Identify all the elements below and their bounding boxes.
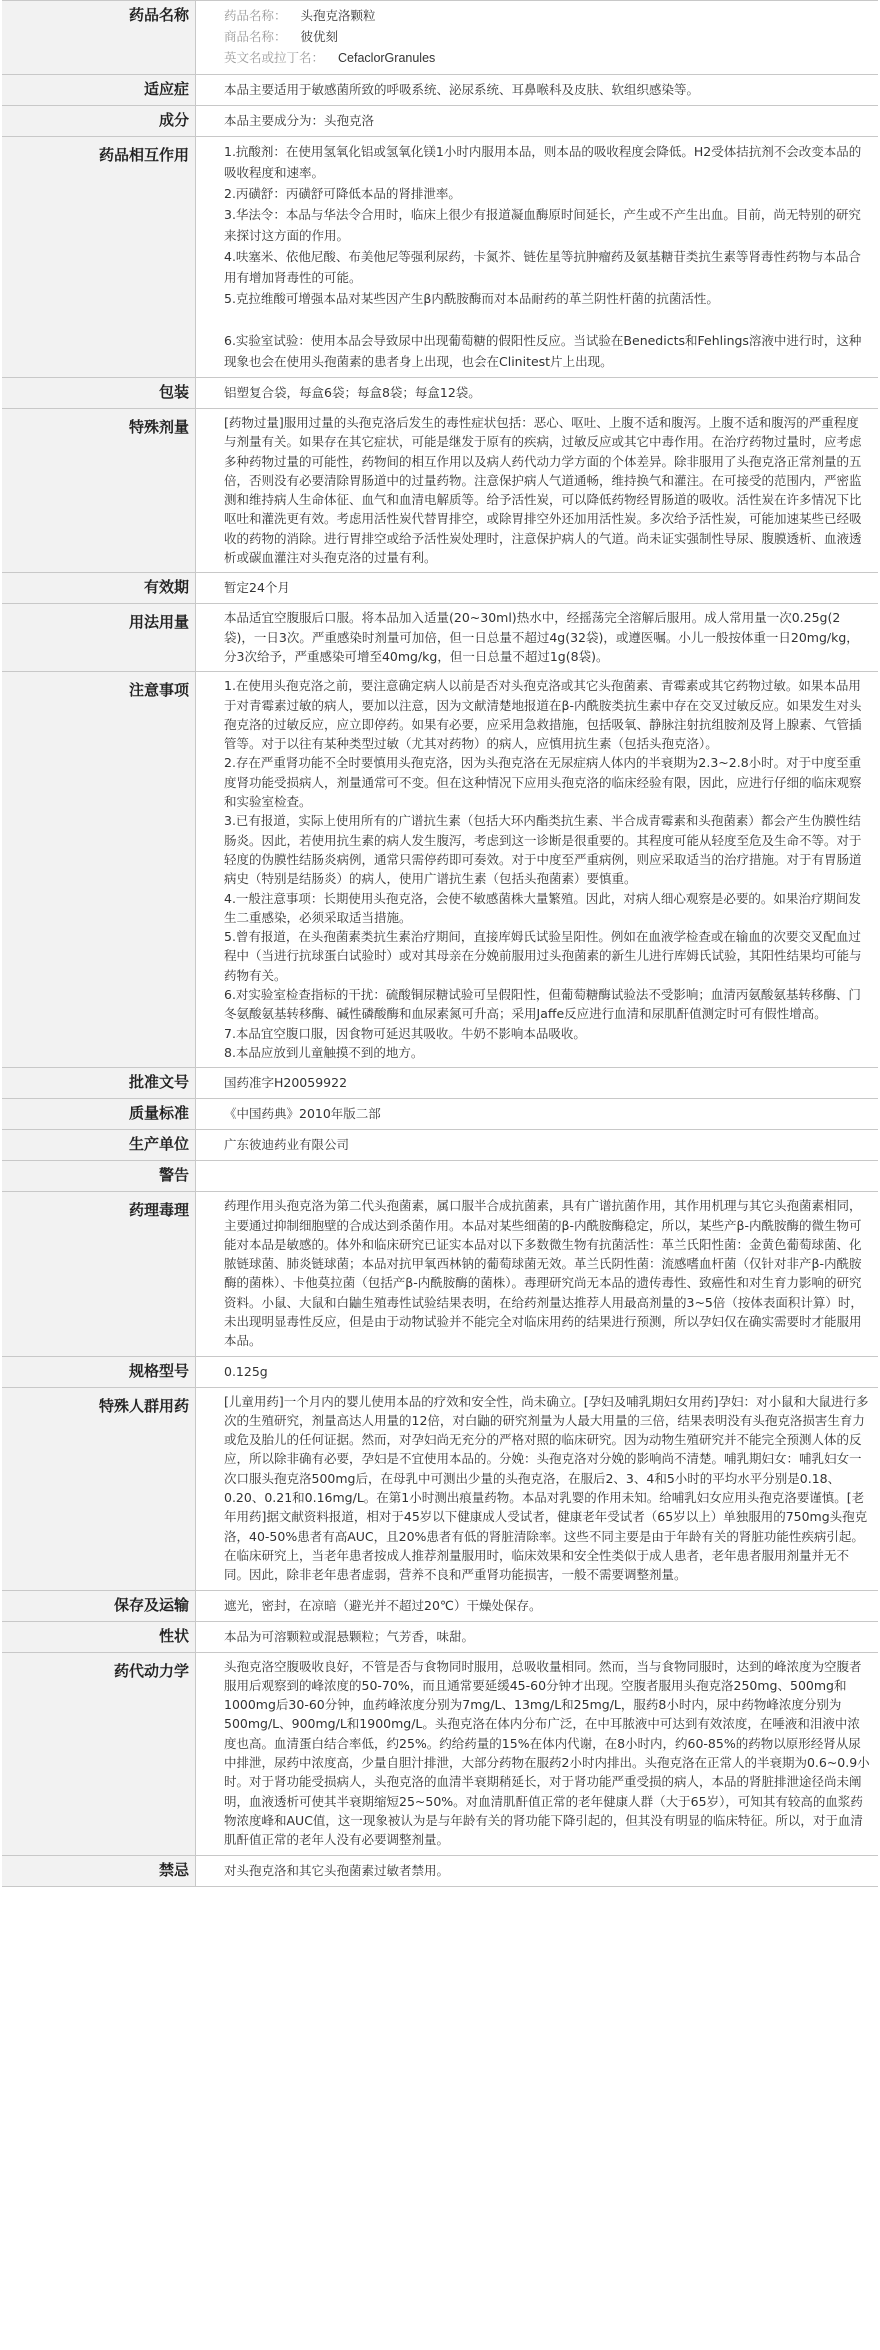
row-label: 禁忌 bbox=[2, 1856, 196, 1886]
english-name-label: 英文名或拉丁名： bbox=[224, 50, 325, 65]
row-warning bbox=[2, 1161, 878, 1192]
english-name-line bbox=[224, 47, 870, 69]
row-description bbox=[2, 1622, 878, 1653]
row-label: 用法用量 bbox=[2, 604, 196, 671]
row-pharmacology-toxicology bbox=[2, 1192, 878, 1356]
row-label: 保存及运输 bbox=[2, 1591, 196, 1621]
row-approval-number bbox=[2, 1068, 878, 1099]
row-quality-standard bbox=[2, 1099, 878, 1130]
row-drug-interactions bbox=[2, 137, 878, 378]
contraindications-text: 对头孢克洛和其它头孢菌素过敏者禁用。 bbox=[224, 1862, 450, 1878]
special-dosage-text: [药物过量]服用过量的头孢克洛后发生的毒性症状包括：恶心、呕吐、上腹不适和腹泻。上腹不适和腹泻的严重程度与剂量有关。如果存在其它症状，可能是继发于原有的疾病，过敏反应或其它中毒作用。在治疗药物过量时，应考虑多种药物过量的可能性，药物间的相互作用以及病人药代动力学方面的个体差异。除非服用了头孢克洛正常剂量的五倍，否则没有必要清除胃肠道中的过量药物。注意保护病人气道通畅，维持换气和灌注。在可接受的范围内，严密监测和维持病人生命体征、血气和血清电解质等。给予活性炭，可以降低药物经胃肠道的吸收。活性炭在许多情况下比呕吐和灌洗更有效。考虑用活性炭代替胃排空，或除胃排空外还加用活性炭。多次给予活性炭，可能加速某些已经吸收的药物的消除。进行胃排空或给予活性炭处理时，注意保护病人的气道。尚未证实强制性导尿、腹膜透析、血液透析或碳血灌注对头孢克洛的过量有利。 bbox=[224, 415, 862, 566]
row-label: 药品名称 bbox=[2, 1, 196, 74]
row-label: 有效期 bbox=[2, 573, 196, 603]
usage-dosage-text: 本品适宜空腹服后口服。将本品加入适量(20~30ml)热水中，经摇荡完全溶解后服用。成人常用量一次0.25g(2袋)，一日3次。严重感染时剂量可加倍，但一日总量不超过4g(32袋)，或遵医嘱。小儿一般按体重一日20mg/kg，分3次给予，严重感染可增至40mg/kg，但一日总量不超过1g(8袋)。 bbox=[224, 610, 859, 664]
row-label: 生产单位 bbox=[2, 1130, 196, 1160]
row-label: 性状 bbox=[2, 1622, 196, 1652]
drug-info-table bbox=[2, 0, 878, 1887]
row-manufacturer bbox=[2, 1130, 878, 1161]
pharmacokinetics-text: 头孢克洛空腹吸收良好，不管是否与食物同时服用，总吸收量相同。然而，当与食物同服时，达到的峰浓度为空腹者服用后观察到的峰浓度的50-70%，而且通常要延缓45-60分钟才出现。空腹者服用头孢克洛250mg、500mg和1000mg后30-60分钟，血药峰浓度分别为7mg/L、13mg/L和25mg/L，服药8小时内，尿中药物峰浓度分别为500mg/L、900mg/L和1900mg/L。头孢克洛在体内分布广泛，在中耳脓液中可达到有效浓度，在唾液和泪液中浓度也高。血清蛋白结合率低，约25%。约给药量的15%在体内代谢，在8小时内，约60-85%的药物以原形经肾从尿中排泄，尿药中浓度高，少量自胆汁排泄，大部分药物在服药2小时内排出。头孢克洛在正常人的半衰期为0.6~0.9小时。对于肾功能受损病人，头孢克洛的血清半衰期稍延长，对于肾功能严重受损的病人，本品的肾脏排泄途径尚未阐明，血液透析可使其半衰期缩短25~50%。对血清肌酐值正常的老年健康人群（大于65岁），可知其有较高的血浆药物浓度峰和AUC值，这一现象被认为是与年龄有关的肾功能下降引起的，但其没有明显的临床特征。所以，对于血清肌酐值正常的老年人没有必要调整剂量。 bbox=[224, 1658, 870, 1848]
trade-name-value: 彼优刻 bbox=[300, 29, 339, 44]
indications-text: 本品主要适用于敏感菌所致的呼吸系统、泌尿系统、耳鼻喉科及皮肤、软组织感染等。 bbox=[224, 82, 700, 97]
quality-standard-text: 《中国药典》2010年版二部 bbox=[224, 1106, 381, 1122]
row-specification bbox=[2, 1357, 878, 1388]
storage-transport-text: 遮光，密封，在凉暗（避光并不超过20℃）干燥处保存。 bbox=[224, 1597, 542, 1613]
generic-name-label: 药品名称： bbox=[224, 8, 287, 23]
row-contraindications bbox=[2, 1856, 878, 1887]
row-label: 注意事项 bbox=[2, 672, 196, 1067]
drug-name-block bbox=[196, 1, 878, 74]
row-label: 药品相互作用 bbox=[2, 137, 196, 377]
row-label: 质量标准 bbox=[2, 1099, 196, 1129]
generic-name-line bbox=[224, 5, 870, 26]
special-populations-text: [儿童用药]一个月内的婴儿使用本品的疗效和安全性，尚未确立。[孕妇及哺乳期妇女用药]孕妇：对小鼠和大鼠进行多次的生殖研究，剂量高达人用量的12倍，对白鼬的研究剂量为人最大用量的三倍，结果表明没有头孢克洛损害生育力或危及胎儿的任何证据。然而，对孕妇尚无充分的严格对照的临床研究。因为动物生殖研究并不能完全预测人体的反应，所以除非确有必要，孕妇是不宜使用本品的。分娩：头孢克洛对分娩的影响尚不清楚。哺乳期妇女：哺乳妇女一次口服头孢克洛500mg后，在母乳中可测出少量的头孢克洛，在服后2、3、4和5小时的平均水平分别是0.18、0.20、0.21和0.16mg/L。在第1小时测出痕量药物。本品对乳婴的作用未知。给哺乳妇女应用头孢克洛要谨慎。[老年用药]据文献资料报道，相对于45岁以下健康成人受试者，健康老年受试者（65岁以上）单独服用的750mg头孢克洛，40-50%患者有高AUC，且20%患者有低的肾脏清除率。这些不同主要是由于年龄有关的肾脏功能性疾病引起。在临床研究上，当老年患者按成人推荐剂量服用时，临床效果和安全性类似于成人患者，老年患者服用剂量并无不同。因此，除非老年患者虚弱，营养不良和严重肾功能损害，一般不需要调整剂量。 bbox=[224, 1393, 869, 1583]
drug-interactions-text: 1.抗酸剂：在使用氢氧化铝或氢氧化镁1小时内服用本品，则本品的吸收程度会降低。H2受体拮抗剂不会改变本品的吸收程度和速率。 2.丙磺舒：丙磺舒可降低本品的肾排泄率。 3.华法令：本品与华法令合用时，临床上很少有报道凝血酶原时间延长，产生或不产生出血。目前，尚无特别的研究来探讨这方面的作用。 4.呋塞米、依他尼酸、布美他尼等强利尿药，卡氮芥、链佐星等抗肿瘤药及氨基糖苷类抗生素等肾毒性药物与本品合用有增加肾毒性的可能。 5.克拉维酸可增强本品对某些因产生β内酰胺酶而对本品耐药的革兰阴性杆菌的抗菌活性。 6.实验室试验：使用本品会导致尿中出现葡萄糖的假阳性反应。当试验在Benedicts和Fehlings溶液中进行时，这种现象也会在使用头孢菌素的患者身上出现，也会在Clinitest片上出现。 bbox=[224, 144, 862, 369]
row-label: 警告 bbox=[2, 1161, 196, 1191]
english-name-value: CefaclorGranules bbox=[338, 51, 436, 65]
packaging-text: 铝塑复合袋，每盒6袋；每盒8袋；每盒12袋。 bbox=[224, 385, 481, 400]
specification-text: 0.125g bbox=[224, 1363, 268, 1379]
row-storage-transport bbox=[2, 1591, 878, 1622]
row-pharmacokinetics bbox=[2, 1653, 878, 1856]
row-drug-name bbox=[2, 1, 878, 75]
row-special-dosage bbox=[2, 409, 878, 573]
ingredients-text: 本品主要成分为：头孢克洛 bbox=[224, 113, 375, 128]
row-label: 药理毒理 bbox=[2, 1192, 196, 1355]
row-label: 适应症 bbox=[2, 75, 196, 105]
generic-name-value: 头孢克洛颗粒 bbox=[300, 8, 376, 23]
trade-name-line bbox=[224, 26, 870, 47]
row-label: 特殊人群用药 bbox=[2, 1388, 196, 1590]
row-label: 规格型号 bbox=[2, 1357, 196, 1387]
trade-name-label: 商品名称： bbox=[224, 29, 287, 44]
row-special-populations bbox=[2, 1388, 878, 1591]
row-shelf-life bbox=[2, 573, 878, 604]
row-label: 特殊剂量 bbox=[2, 409, 196, 572]
row-indications bbox=[2, 75, 878, 106]
pharmacology-toxicology-text: 药理作用头孢克洛为第二代头孢菌素，属口服半合成抗菌素，具有广谱抗菌作用，其作用机理与其它头孢菌素相同，主要通过抑制细胞壁的合成达到杀菌作用。本品对某些细菌的β-内酰胺酶稳定，所以，某些产β-内酰胺酶的微生物可能对本品是敏感的。体外和临床研究已证实本品对以下多数微生物有抗菌活性：革兰氏阳性菌：金黄色葡萄球菌、化脓链球菌、肺炎链球菌；本品对抗甲氧西林钠的葡萄球菌无效。革兰氏阴性菌：流感嗜血杆菌（仅针对非产β-内酰胺酶的菌株）、卡他莫拉菌（包括产β-内酰胺酶的菌株）。毒理研究尚无本品的遗传毒性、致癌性和对生育力影响的研究资料。小鼠、大鼠和白鼬生殖毒性试验结果表明，在给药剂量达推荐人用最高剂量的3~5倍（按体表面积计算）时，未出现明显毒性反应，但是由于动物试验并不能完全对临床用药的结果进行预测，所以孕妇仅在确实需要时才能服用本品。 bbox=[224, 1198, 863, 1349]
row-precautions bbox=[2, 672, 878, 1068]
manufacturer-text: 广东彼迪药业有限公司 bbox=[224, 1137, 350, 1153]
row-label: 药代动力学 bbox=[2, 1653, 196, 1855]
shelf-life-text: 暂定24个月 bbox=[224, 580, 290, 596]
row-label: 包装 bbox=[2, 378, 196, 408]
row-label: 批准文号 bbox=[2, 1068, 196, 1098]
row-packaging bbox=[2, 378, 878, 409]
warning-text bbox=[196, 1161, 878, 1191]
row-label: 成分 bbox=[2, 106, 196, 136]
row-ingredients bbox=[2, 106, 878, 137]
row-usage-dosage bbox=[2, 604, 878, 672]
precautions-text: 1.在使用头孢克洛之前，要注意确定病人以前是否对头孢克洛或其它头孢菌素、青霉素或其它药物过敏。如果本品用于对青霉素过敏的病人，要加以注意，因为文献清楚地报道在β-内酰胺类抗生素中存在交叉过敏反应。如果发生对头孢克洛的过敏反应，应立即停药。如果有必要，应采用急救措施，包括吸氧、静脉注射抗组胺剂及肾上腺素、气管插管等。对于以往有某种类型过敏（尤其对药物）的病人，应慎用抗生素（包括头孢克洛）。 2.存在严重肾功能不全时要慎用头孢克洛，因为头孢克洛在无尿症病人体内的半衰期为2.3~2.8小时。对于中度至重度肾功能受损病人，剂量通常可不变。但在这种情况下应用头孢克洛的临床经验有限，因此，应进行仔细的临床观察和实验室检查。 3.已有报道，实际上使用所有的广谱抗生素（包括大环内酯类抗生素、半合成青霉素和头孢菌素）都会产生伪膜性结肠炎。因此，若使用抗生素的病人发生腹泻，考虑到这一诊断是很重要的。其程度可能从轻度至危及生命不等。对于轻度的伪膜性结肠炎病例，通常只需停药即可奏效。对于中度至严重病例，则应采取适当的治疗措施。对于有胃肠道病史（特别是结肠炎）的病人，使用广谱抗生素（包括头孢菌素）要慎重。 4.一般注意事项：长期使用头孢克洛，会使不敏感菌株大量繁殖。因此，对病人细心观察是必要的。如果治疗期间发生二重感染，必须采取适当措施。 5.曾有报道，在头孢菌素类抗生素治疗期间，直接库姆氏试验呈阳性。例如在血液学检查或在输血的次要交叉配血过程中（当进行抗球蛋白试验时）或对其母亲在分娩前服用过头孢菌素的新生儿进行库姆氏试验，其阳性结果均可能与药物有关。 6.对实验室检查指标的干扰：硫酸铜尿糖试验可呈假阳性，但葡萄糖酶试验法不受影响；血清丙氨酸氨基转移酶、门冬氨酸氨基转移酶、碱性磷酸酶和血尿素氮可升高；采用Jaffe反应进行血清和尿肌酐值测定时可有假性增高。 7.本品宜空腹口服，因食物可延迟其吸收。牛奶不影响本品吸收。 8.本品应放到儿童触摸不到的地方。 bbox=[224, 678, 862, 1060]
approval-number-text: 国药准字H20059922 bbox=[224, 1075, 348, 1091]
description-text: 本品为可溶颗粒或混悬颗粒；气芳香，味甜。 bbox=[224, 1628, 475, 1644]
